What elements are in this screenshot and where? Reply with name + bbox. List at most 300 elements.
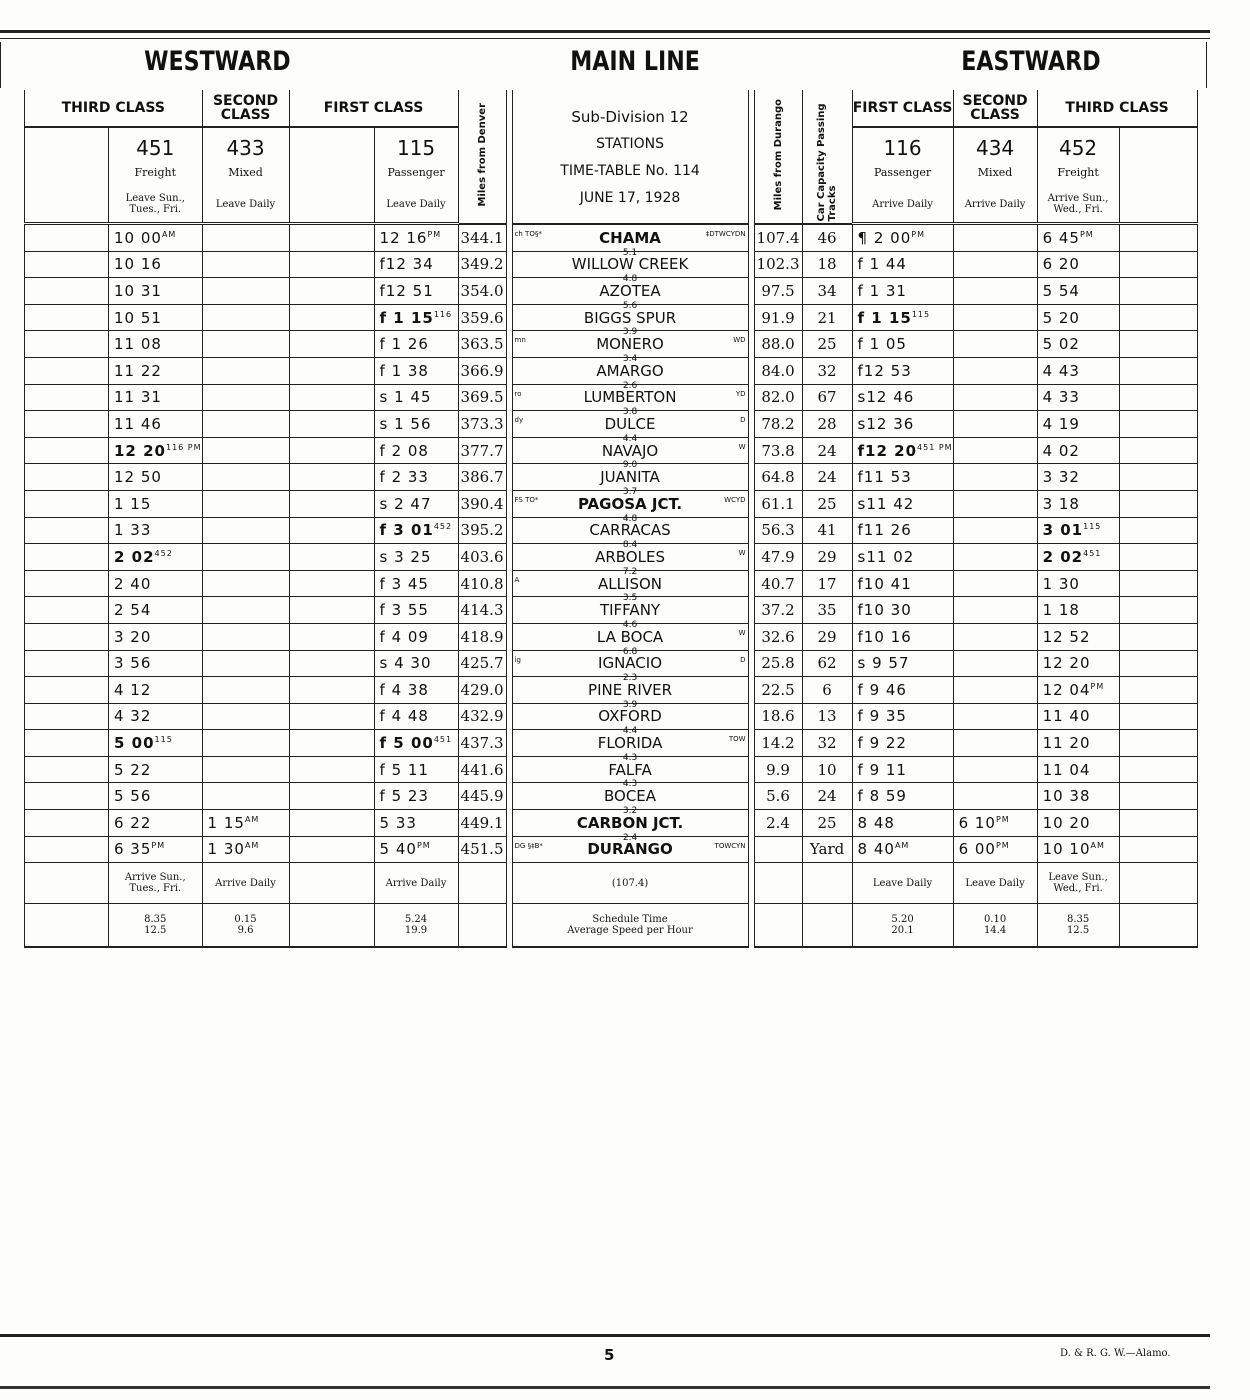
time-115: f 1 38 [374, 357, 458, 384]
time-451: 10 $00^{AM}$ [109, 224, 203, 252]
empty-cell [289, 544, 374, 571]
time-433 [202, 411, 289, 438]
time-433 [202, 623, 289, 650]
train-434: 434 Mixed [953, 127, 1037, 186]
time-452: 4 33 [1037, 384, 1119, 411]
miles-durango: 40.7 [754, 570, 802, 597]
miles-durango: 91.9 [754, 304, 802, 331]
empty-cell [25, 517, 109, 544]
time-451: 6 $35^{PM}$ [109, 836, 203, 863]
station-label: OXFORD [598, 707, 662, 726]
page-number: 5 [604, 1346, 615, 1364]
time-116: f 1 05 [852, 331, 953, 358]
empty-cell [25, 730, 109, 757]
time-115: s 2 47 [374, 490, 458, 517]
station-distance: 2.4 [622, 832, 638, 843]
time-433 [202, 570, 289, 597]
miles-durango: 14.2 [754, 730, 802, 757]
empty-cell [289, 836, 374, 863]
table-row [25, 464, 1198, 491]
time-434 [953, 597, 1037, 624]
time-452: 5 54 [1037, 278, 1119, 305]
miles-denver: 377.7 [458, 437, 506, 464]
eastward-title: EASTWARD [961, 46, 1101, 77]
time-116: f 1 31 [852, 278, 953, 305]
time-452: 3 18 [1037, 490, 1119, 517]
station-distance: 6.8 [622, 646, 638, 657]
table-row [25, 544, 1198, 571]
miles-denver: 366.9 [458, 357, 506, 384]
miles-durango: 73.8 [754, 437, 802, 464]
miles-denver: 418.9 [458, 623, 506, 650]
empty-cell [289, 517, 374, 544]
time-452: 8.35 [1066, 914, 1090, 926]
time-116: f 1 $15^{115}$ [852, 304, 953, 331]
table-row [25, 756, 1198, 783]
footer-rule [0, 1386, 1210, 1389]
car-capacity: 17 [802, 570, 852, 597]
timetable-number: TIME-TABLE No. 114 [560, 163, 700, 179]
miles-durango: 9.9 [754, 756, 802, 783]
time-452: 4 19 [1037, 411, 1119, 438]
time-451: 2 $02^{452}$ [109, 544, 203, 571]
station-distance: 5.1 [622, 247, 638, 258]
time-451: 2 40 [109, 570, 203, 597]
station-name [512, 380, 748, 418]
empty-cell [1119, 756, 1197, 783]
station-distance: 3.9 [622, 699, 638, 710]
miles-durango: 88.0 [754, 331, 802, 358]
time-433 [202, 517, 289, 544]
station-name [512, 486, 748, 524]
miles-denver: 363.5 [458, 331, 506, 358]
avg-speed-label: Average Speed per Hour [567, 925, 693, 937]
station-distance: 2.6 [622, 380, 638, 391]
time-116: f10 30 [852, 597, 953, 624]
empty-cell [1119, 278, 1197, 305]
train-452: 452 Freight [1037, 127, 1119, 186]
time-434 [953, 278, 1037, 305]
empty-cell [289, 437, 374, 464]
empty-cell [1119, 251, 1197, 278]
miles-denver: 410.8 [458, 570, 506, 597]
miles-denver: 445.9 [458, 783, 506, 810]
empty-cell [25, 677, 109, 704]
time-434 [953, 437, 1037, 464]
car-capacity: 67 [802, 384, 852, 411]
timetable [24, 90, 1198, 948]
time-434 [953, 464, 1037, 491]
speed-434: 14.4 [983, 925, 1007, 937]
empty-cell [25, 278, 109, 305]
arrive-footer [25, 863, 1198, 904]
table-row [25, 570, 1198, 597]
time-116: f10 16 [852, 623, 953, 650]
time-115: f 5 11 [374, 756, 458, 783]
station-distance: 4.3 [622, 779, 638, 790]
empty-cell [1119, 544, 1197, 571]
time-116: ¶ 2 $00^{PM}$ [852, 224, 953, 252]
time-452: 1 30 [1037, 570, 1119, 597]
station-label: TIFFANY [599, 601, 661, 620]
station-name [512, 597, 748, 630]
time-115: f 1 $15^{116}$ [374, 304, 458, 331]
empty-cell [289, 464, 374, 491]
miles-denver: 451.5 [458, 836, 506, 863]
time-434 [953, 490, 1037, 517]
station-label: PINE RIVER [588, 680, 672, 699]
station-distance: 4.8 [622, 513, 638, 524]
miles-denver: 359.6 [458, 304, 506, 331]
car-capacity: 32 [802, 730, 852, 757]
time-116: s12 36 [852, 411, 953, 438]
empty-cell [289, 490, 374, 517]
empty-cell [1119, 331, 1197, 358]
timetable-date: JUNE 17, 1928 [579, 190, 681, 206]
station-name [512, 752, 748, 790]
table-row [25, 278, 1198, 305]
table-row [25, 490, 1198, 517]
leave-116: Leave Daily [852, 863, 953, 904]
time-433 [202, 464, 289, 491]
time-434 [953, 623, 1037, 650]
station-name [512, 331, 748, 364]
car-capacity: 24 [802, 783, 852, 810]
empty-cell [25, 597, 109, 624]
time-115: s 4 30 [374, 650, 458, 677]
time-434: 0.10 [983, 914, 1007, 926]
empty-cell [289, 677, 374, 704]
station-label: AZOTEA [599, 281, 661, 300]
time-115: 5.24 [404, 914, 428, 926]
time-116: f 9 46 [852, 677, 953, 704]
station-distance: 7.2 [622, 566, 638, 577]
car-capacity: 28 [802, 411, 852, 438]
time-433 [202, 756, 289, 783]
car-capacity: 29 [802, 623, 852, 650]
station-label: FLORIDA [597, 734, 663, 753]
time-452: 11 20 [1037, 730, 1119, 757]
station-label: CHAMA [599, 228, 661, 247]
station-distance: 3.5 [622, 593, 638, 604]
time-115: f 2 33 [374, 464, 458, 491]
time-451: 3 56 [109, 650, 203, 677]
time-452: 11 40 [1037, 703, 1119, 730]
empty-cell [25, 437, 109, 464]
time-115: f 3 55 [374, 597, 458, 624]
table-row [25, 251, 1198, 278]
empty-cell [25, 304, 109, 331]
time-451: 1 33 [109, 517, 203, 544]
station-code: W [738, 628, 746, 637]
time-452: 12 52 [1037, 623, 1119, 650]
time-116: f12 53 [852, 357, 953, 384]
table-row [25, 810, 1198, 837]
car-capacity: 35 [802, 597, 852, 624]
time-452: 12 $04^{PM}$ [1037, 677, 1119, 704]
time-434 [953, 677, 1037, 704]
station-label: FALFA [608, 760, 652, 779]
station-label: BIGGS SPUR [583, 308, 677, 327]
time-433 [202, 783, 289, 810]
table-row [25, 304, 1198, 331]
speed-footer [25, 904, 1198, 948]
train-115: 115 Passenger [374, 127, 458, 186]
car-capacity: 25 [802, 331, 852, 358]
empty-cell [25, 623, 109, 650]
miles-durango [754, 836, 802, 863]
empty-cell [1119, 650, 1197, 677]
car-capacity: 34 [802, 278, 852, 305]
e-first-class: FIRST CLASS [852, 90, 953, 127]
time-451: 2 54 [109, 597, 203, 624]
station-name [512, 300, 748, 338]
station-distance: 4.3 [622, 752, 638, 763]
miles-denver: 441.6 [458, 756, 506, 783]
station-prefix: ig [514, 655, 521, 664]
time-116: f11 53 [852, 464, 953, 491]
station-code: WCYD [724, 495, 746, 504]
time-452: 6 $45^{PM}$ [1037, 224, 1119, 252]
station-name [512, 278, 748, 311]
empty-cell [25, 331, 109, 358]
station-label: ARBOLES [595, 547, 665, 566]
car-capacity: 13 [802, 703, 852, 730]
empty-cell [25, 384, 109, 411]
miles-denver: 429.0 [458, 677, 506, 704]
time-452: 5 20 [1037, 304, 1119, 331]
empty-cell [25, 836, 109, 863]
empty-cell [1119, 437, 1197, 464]
miles-durango: 64.8 [754, 464, 802, 491]
time-115: f 4 48 [374, 703, 458, 730]
station-prefix: mn [514, 336, 526, 345]
empty-cell [25, 357, 109, 384]
miles-denver: 395.2 [458, 517, 506, 544]
miles-denver: 373.3 [458, 411, 506, 438]
station-code: W [738, 549, 746, 558]
time-433 [202, 251, 289, 278]
miles-durango-header: Miles from Durango [754, 90, 802, 224]
time-452: 3 $01^{115}$ [1037, 517, 1119, 544]
table-row [25, 411, 1198, 438]
station-code: ‡DTWCYDN [705, 229, 746, 238]
stations-label: STATIONS [596, 136, 664, 152]
time-115: 12 $16^{PM}$ [374, 224, 458, 252]
station-label: DULCE [604, 414, 656, 433]
station-label: PAGOSA JCT. [577, 494, 683, 513]
time-115: f 3 45 [374, 570, 458, 597]
time-451: 10 31 [109, 278, 203, 305]
car-capacity: 32 [802, 357, 852, 384]
empty-cell [1119, 730, 1197, 757]
time-451: 12 50 [109, 464, 203, 491]
top-rule [0, 30, 1210, 33]
w-second-class: SECOND CLASS [202, 90, 289, 127]
time-452: 5 02 [1037, 331, 1119, 358]
time-433 [202, 730, 289, 757]
car-capacity: 10 [802, 756, 852, 783]
table-row [25, 384, 1198, 411]
empty-cell [289, 384, 374, 411]
miles-durango: 2.4 [754, 810, 802, 837]
time-433 [202, 703, 289, 730]
time-452: 6 20 [1037, 251, 1119, 278]
station-code: WD [733, 336, 746, 345]
station-name [512, 566, 748, 604]
empty-cell [289, 357, 374, 384]
empty-cell [289, 251, 374, 278]
car-capacity: 25 [802, 490, 852, 517]
station-name [512, 513, 748, 551]
time-434 [953, 411, 1037, 438]
empty-cell [289, 810, 374, 837]
time-116: 5.20 [891, 914, 914, 926]
miles-denver: 354.0 [458, 278, 506, 305]
w-first-class: FIRST CLASS [289, 90, 458, 127]
westward-title: WESTWARD [144, 46, 291, 77]
time-433: 1 $30^{AM}$ [202, 836, 289, 863]
time-451: 10 16 [109, 251, 203, 278]
time-434 [953, 730, 1037, 757]
train-451: 451 Freight [109, 127, 203, 186]
empty-cell [25, 411, 109, 438]
time-451: 11 08 [109, 331, 203, 358]
empty-cell [25, 650, 109, 677]
time-452: 12 20 [1037, 650, 1119, 677]
time-452: 4 43 [1037, 357, 1119, 384]
car-capacity: 41 [802, 517, 852, 544]
station-distance: 3.2 [622, 806, 638, 817]
station-distance: 3.9 [622, 327, 638, 338]
station-label: IGNACIO [598, 654, 663, 673]
time-451: 3 20 [109, 623, 203, 650]
miles-denver: 425.7 [458, 650, 506, 677]
station-distance: 9.0 [622, 460, 638, 471]
station-prefix: A [514, 575, 520, 584]
empty-cell [1119, 464, 1197, 491]
miles-durango: 102.3 [754, 251, 802, 278]
time-451: 4 12 [109, 677, 203, 704]
empty-cell [1119, 703, 1197, 730]
total-distance: (107.4) [512, 863, 748, 904]
station-distance: 2.3 [622, 673, 638, 684]
table-row [25, 357, 1198, 384]
schedule-452: Arrive Sun., Wed., Fri. [1037, 186, 1119, 224]
station-name [512, 699, 748, 737]
station-header [512, 90, 748, 224]
time-116: f 9 35 [852, 703, 953, 730]
station-name [512, 353, 748, 391]
station-label: MONERO [596, 335, 664, 354]
station-code: W [738, 442, 746, 451]
station-name [512, 730, 748, 763]
table-row [25, 437, 1198, 464]
time-434 [953, 650, 1037, 677]
station-distance: 3.4 [622, 353, 638, 364]
empty-cell [25, 570, 109, 597]
station-distance: 4.4 [622, 726, 638, 737]
miles-durango: 32.6 [754, 623, 802, 650]
station-distance: 4.6 [622, 619, 638, 630]
time-115: s 1 45 [374, 384, 458, 411]
arrive-451: Arrive Sun., Tues., Fri. [109, 863, 203, 904]
empty-cell [1119, 836, 1197, 863]
time-434 [953, 304, 1037, 331]
miles-durango: 82.0 [754, 384, 802, 411]
empty-cell [1119, 783, 1197, 810]
time-452: 11 04 [1037, 756, 1119, 783]
time-115: f 5 23 [374, 783, 458, 810]
time-115: 5 $40^{PM}$ [374, 836, 458, 863]
time-452: 4 02 [1037, 437, 1119, 464]
station-label: WILLOW CREEK [571, 255, 689, 274]
empty-cell [289, 650, 374, 677]
train-116: 116 Passenger [852, 127, 953, 186]
empty-cell [1119, 357, 1197, 384]
miles-denver: 437.3 [458, 730, 506, 757]
time-434 [953, 331, 1037, 358]
leave-434: Leave Daily [953, 863, 1037, 904]
time-116: s11 42 [852, 490, 953, 517]
empty-cell [289, 597, 374, 624]
miles-durango: 37.2 [754, 597, 802, 624]
empty-cell [289, 224, 374, 252]
time-115: s 3 25 [374, 544, 458, 571]
time-434: 6 $00^{PM}$ [953, 836, 1037, 863]
miles-durango: 107.4 [754, 224, 802, 252]
miles-denver: 349.2 [458, 251, 506, 278]
miles-durango: 84.0 [754, 357, 802, 384]
schedule-115: Leave Daily [374, 186, 458, 224]
schedule-116: Arrive Daily [852, 186, 953, 224]
capacity-header: Car Capacity Passing Tracks [802, 90, 852, 224]
station-label: LUMBERTON [583, 388, 677, 407]
time-116: f 9 11 [852, 756, 953, 783]
miles-durango: 25.8 [754, 650, 802, 677]
time-433 [202, 437, 289, 464]
miles-denver-header: Miles from Denver [458, 90, 506, 224]
station-prefix: DG §‡B* [514, 841, 543, 850]
table-row [25, 331, 1198, 358]
time-115: f 5 $00^{451}$ [374, 730, 458, 757]
station-label: LA BOCA [596, 627, 664, 646]
schedule-time-label: Schedule Time [592, 914, 668, 926]
time-433 [202, 357, 289, 384]
empty-cell [1119, 517, 1197, 544]
station-label: CARBON JCT. [576, 813, 684, 832]
empty-cell [289, 623, 374, 650]
time-451: 5 $00^{115}$ [109, 730, 203, 757]
car-capacity: 21 [802, 304, 852, 331]
table-row [25, 783, 1198, 810]
time-433 [202, 278, 289, 305]
empty-cell [1119, 411, 1197, 438]
station-prefix: dy [514, 416, 524, 425]
empty-cell [289, 570, 374, 597]
miles-durango: 78.2 [754, 411, 802, 438]
time-116: f 9 22 [852, 730, 953, 757]
speed-433: 9.6 [237, 925, 254, 937]
station-code: TOWCYN [714, 841, 746, 850]
miles-denver: 449.1 [458, 810, 506, 837]
time-434 [953, 251, 1037, 278]
time-434 [953, 570, 1037, 597]
leave-452: Leave Sun., Wed., Fri. [1037, 863, 1119, 904]
station-name [512, 411, 748, 444]
time-451: 11 31 [109, 384, 203, 411]
station-label: CARRACAS [589, 521, 671, 540]
